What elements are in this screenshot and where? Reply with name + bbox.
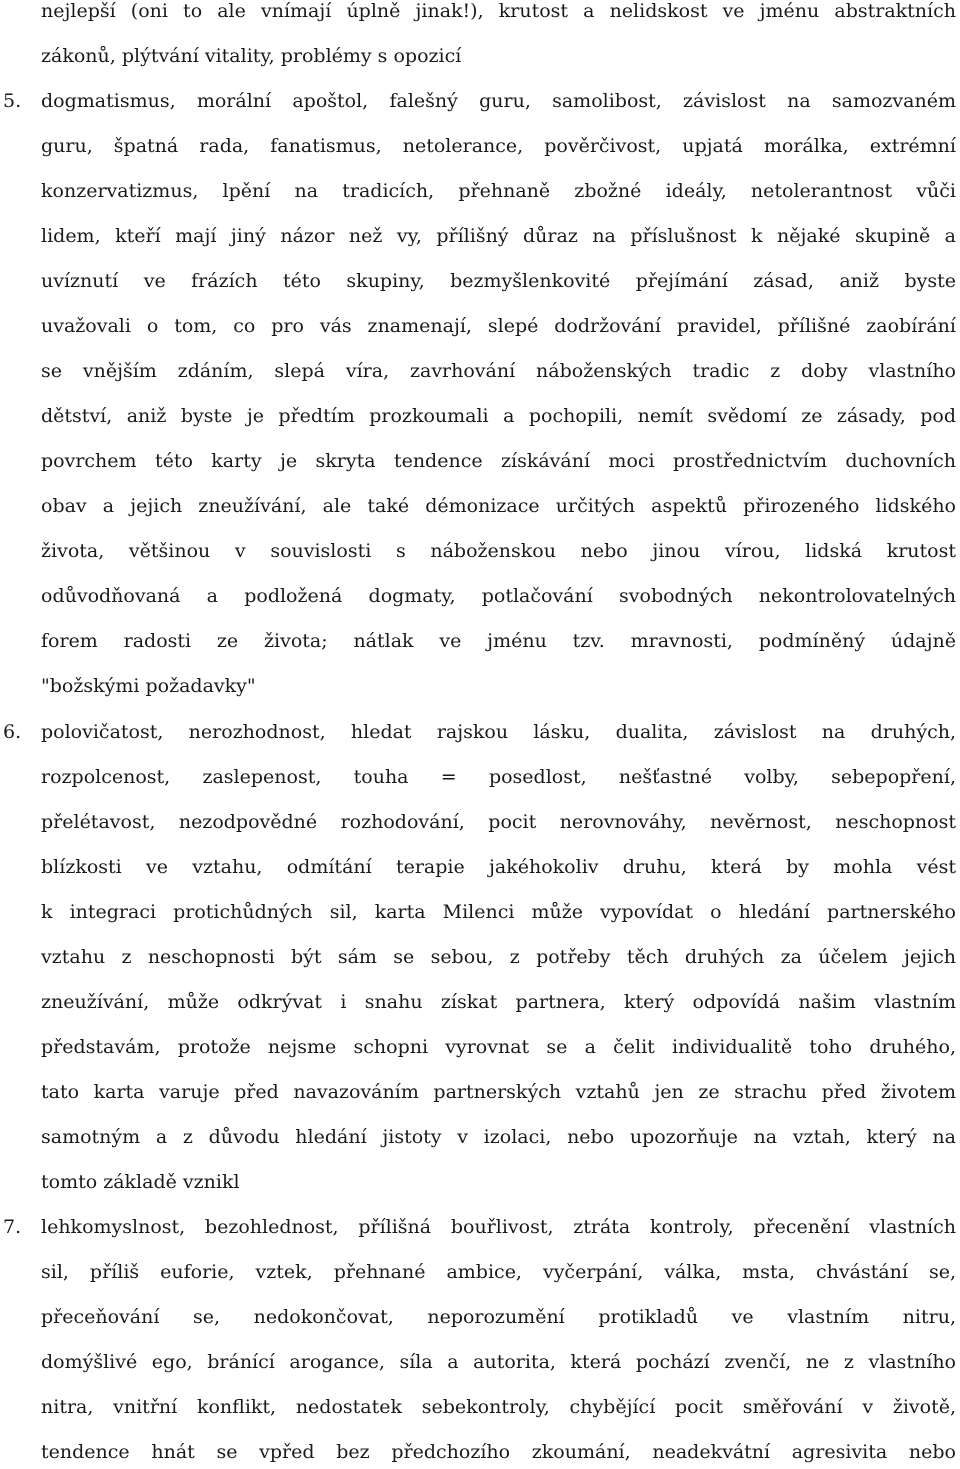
list-item-line: domýšlivé ego, bránící arogance, síla a autorita, která pochází zvenčí, ne z vlastního [41, 1351, 956, 1373]
list-item-line: dogmatismus, morální apoštol, falešný guru, samolibost, závislost na samozvaném [41, 90, 956, 112]
list-item-line: povrchem této karty je skryta tendence získávání moci prostřednictvím duchovních [41, 450, 956, 472]
list-item-line: polovičatost, nerozhodnost, hledat rajskou lásku, dualita, závislost na druhých, [41, 721, 956, 743]
list-item-line: tendence hnát se vpřed bez předchozího zkoumání, neadekvátní agresivita nebo [41, 1441, 956, 1463]
list-item-line: k integraci protichůdných sil, karta Milenci může vypovídat o hledání partnerského [41, 901, 956, 923]
list-item-line: obav a jejich zneužívání, ale také démonizace určitých aspektů přirozeného lidského [41, 495, 956, 517]
list-item-line: přeceňování se, nedokončovat, neporozumění protikladů ve vlastním nitru, [41, 1306, 956, 1328]
list-item-line: lidem, kteří mají jiný názor než vy, přílišný důraz na příslušnost k nějaké skupině a [41, 225, 956, 247]
list-item-line: odůvodňovaná a podložená dogmaty, potlačování svobodných nekontrolovatelných [41, 585, 956, 607]
list-item-line: tato karta varuje před navazováním partnerských vztahů jen ze strachu před životem [41, 1081, 956, 1103]
list-item-line: nitra, vnitřní konflikt, nedostatek sebekontroly, chybějící pocit směřování v životě, [41, 1396, 956, 1418]
list-item-line: tomto základě vznikl [41, 1171, 240, 1193]
list-item-line: uvíznutí ve frázích této skupiny, bezmyšlenkovité přejímání zásad, aniž byste [41, 270, 956, 292]
list-item-line: "božskými požadavky" [41, 675, 256, 697]
list-number: 5. [3, 90, 22, 112]
list-item-line: forem radosti ze života; nátlak ve jménu tzv. mravnosti, podmíněný údajně [41, 630, 956, 652]
list-item-line: zneužívání, může odkrývat i snahu získat partnera, který odpovídá našim vlastním [41, 991, 956, 1013]
intro-line: zákonů, plýtvání vitality, problémy s opozicí [41, 45, 462, 67]
list-item-line: rozpolcenost, zaslepenost, touha = posedlost, nešťastné volby, sebepopření, [41, 766, 956, 788]
list-item-line: dětství, aniž byste je předtím prozkoumali a pochopili, nemít svědomí ze zásady, pod [41, 405, 956, 427]
list-item-line: života, většinou v souvislosti s náboženskou nebo jinou vírou, lidská krutost [41, 540, 956, 562]
list-item-line: vztahu z neschopnosti být sám se sebou, z potřeby těch druhých za účelem jejich [41, 946, 956, 968]
list-item-line: lehkomyslnost, bezohlednost, přílišná bouřlivost, ztráta kontroly, přecenění vlastních [41, 1216, 956, 1238]
list-item-line: sil, příliš euforie, vztek, přehnané ambice, vyčerpání, válka, msta, chvástání se, [41, 1261, 956, 1283]
list-item-line: se vnějším zdáním, slepá víra, zavrhování náboženských tradic z doby vlastního [41, 360, 956, 382]
list-item-line: konzervatizmus, lpění na tradicích, přehnaně zbožné ideály, netolerantnost vůči [41, 180, 956, 202]
list-item-line: představám, protože nejsme schopni vyrovnat se a čelit individualitě toho druhého, [41, 1036, 956, 1058]
list-item-line: uvažovali o tom, co pro vás znamenají, slepé dodržování pravidel, přílišné zaobírání [41, 315, 956, 337]
list-item-line: blízkosti ve vztahu, odmítání terapie jakéhokoliv druhu, která by mohla vést [41, 856, 956, 878]
list-number: 6. [3, 721, 22, 743]
intro-line: nejlepší (oni to ale vnímají úplně jinak!), krutost a nelidskost ve jménu abstraktních [41, 0, 956, 22]
list-number: 7. [3, 1216, 22, 1238]
list-item-line: guru, špatná rada, fanatismus, netolerance, pověrčivost, upjatá morálka, extrémní [41, 135, 956, 157]
list-item-line: samotným a z důvodu hledání jistoty v izolaci, nebo upozorňuje na vztah, který na [41, 1126, 956, 1148]
list-item-line: přelétavost, nezodpovědné rozhodování, pocit nerovnováhy, nevěrnost, neschopnost [41, 811, 956, 833]
